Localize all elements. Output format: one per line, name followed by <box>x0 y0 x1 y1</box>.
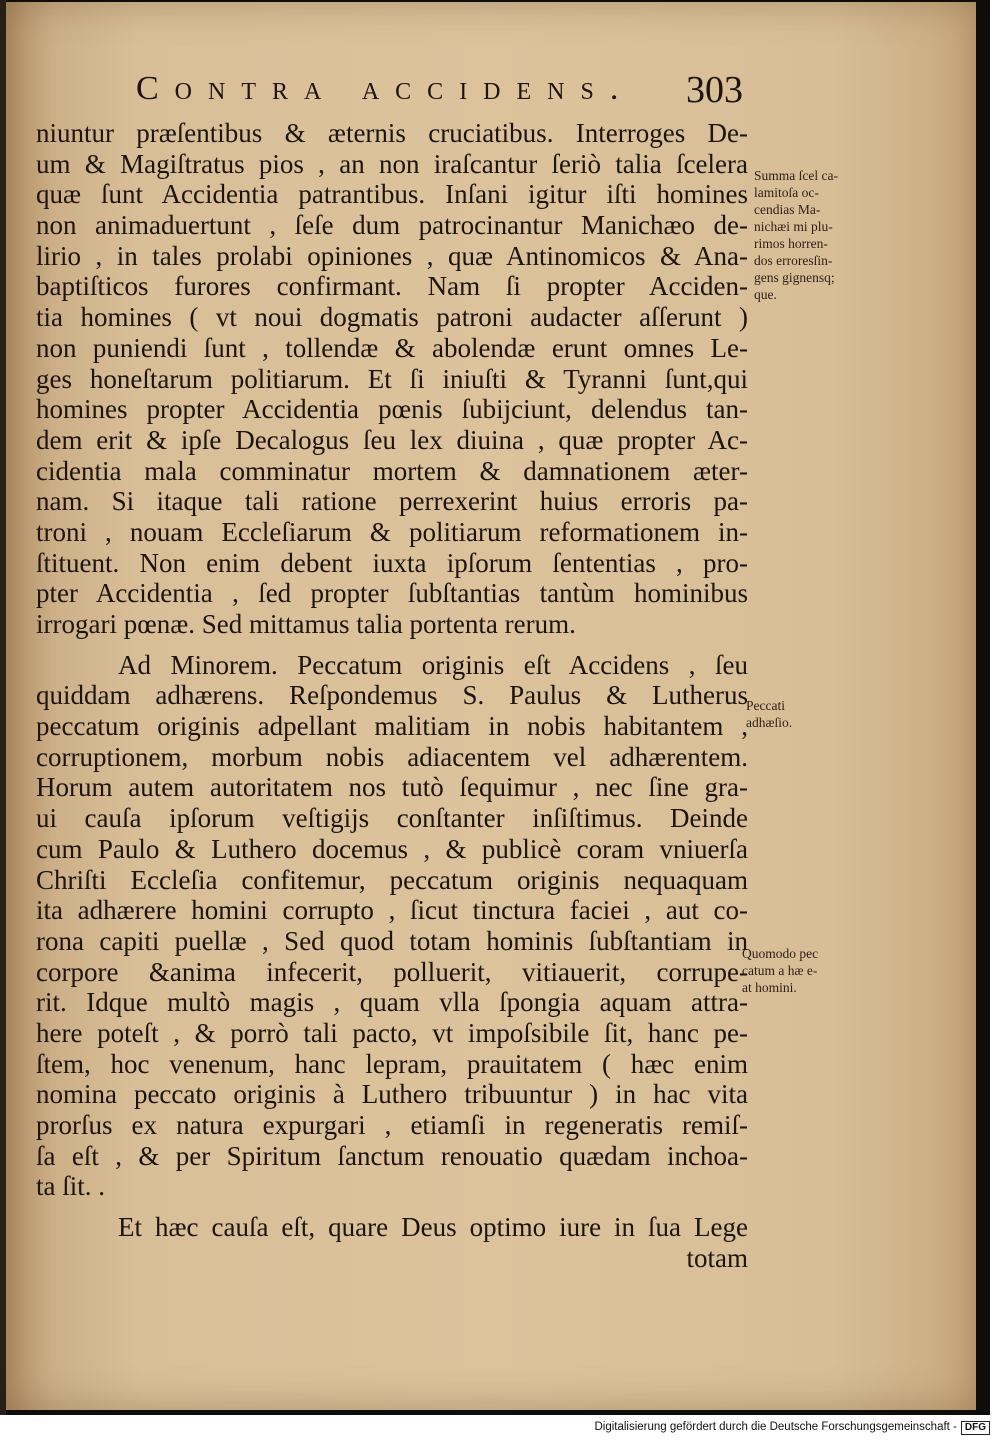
dfg-logo: DFG <box>961 1421 990 1435</box>
page-number: 303 <box>686 69 743 111</box>
text-line: niuntur præſentibus & æternis cruciatibus. Interroges De- <box>36 118 748 148</box>
text-line: um & Magiſtratus pios , an non iraſcantur ſeriò talia ſcelera <box>36 148 748 179</box>
text-line: ui cauſa ipſorum veſtigijs conſtanter inſiſtimus. Deinde <box>36 803 748 834</box>
running-head: Contra accidens. <box>136 70 635 107</box>
paragraph-1 <box>36 118 748 640</box>
paragraph-2 <box>36 650 748 1202</box>
text-line: rit. Idque multò magis , quam vlla ſpongia aquam attra- <box>36 987 748 1018</box>
text-line: Et hæc cauſa eſt, quare Deus optimo iure in ſua Lege <box>118 1212 748 1243</box>
text-line: ges honeſtarum politiarum. Et ſi iniuſti & Tyranni ſunt,qui <box>36 363 748 394</box>
text-line: ſtem, hoc venenum, hanc lepram, prauitatem ( hæc enim <box>36 1048 748 1079</box>
text-line: ta ſit. . <box>36 1171 105 1202</box>
margin-note-3: Quomodo pec catum a hæ e- at homini. <box>742 946 819 995</box>
text-line: cidentia mala comminatur mortem & damnationem æter- <box>36 455 748 486</box>
margin-note-2: Peccati adhæſio. <box>746 698 793 730</box>
text-line: here poteſt , & porrò tali pacto, vt impoſsibile ſit, hanc pe- <box>36 1017 748 1048</box>
text-line: pter Accidentia , ſed propter ſubſtantias tantùm hominibus <box>36 578 748 609</box>
text-line: dem erit & ipſe Decalogus ſeu lex diuina , quæ propter Ac- <box>36 424 748 455</box>
text-line: Chriſti Eccleſia confitemur, peccatum originis nequaquam <box>36 864 748 895</box>
text-line: Ad Minorem. Peccatum originis eſt Accidens , ſeu <box>118 649 748 680</box>
text-line: non puniendi ſunt , tollendæ & abolendæ erunt omnes Le- <box>36 332 748 363</box>
text-line: prorſus ex natura expurgari , etiamſi in regeneratis remiſ- <box>36 1110 748 1140</box>
text-line: corruptionem, morbum nobis adiacentem vel adhærentem. <box>36 741 748 772</box>
text-line: quiddam adhærens. Reſpondemus S. Paulus & Lutherus <box>36 680 748 711</box>
text-line: corpore &anima infecerit, polluerit, vitiauerit, corrupe- <box>36 956 748 987</box>
footer-text: Digitalisierung gefördert durch die Deutsche Forschungsgemeinschaft - <box>594 1421 957 1433</box>
text-line: quæ ſunt Accidentia patrantibus. Inſani igitur iſti homines <box>36 179 748 210</box>
text-line: rona capiti puellæ , Sed quod totam hominis ſubſtantiam in <box>36 925 748 956</box>
main-text-block <box>36 118 748 1273</box>
text-line: peccatum originis adpellant malitiam in nobis habitantem , <box>36 711 748 742</box>
funding-footer <box>594 1421 990 1435</box>
text-line: troni , nouam Eccleſiarum & politiarum reformationem in- <box>36 516 748 547</box>
margin-note-1: Summa ſcel ca- lamitoſa oc- cendias Ma- nichæi mi plu- rimos horren- dos erroresſin- gens gignensq; que. <box>754 168 838 302</box>
text-line: lirio , in tales prolabi opiniones , quæ Antinomicos & Ana- <box>36 240 748 271</box>
catchword: totam <box>686 1242 748 1273</box>
text-line: nomina peccato originis à Luthero tribuuntur ) in hac vita <box>36 1079 748 1110</box>
paragraph-3 <box>36 1212 748 1273</box>
text-line: baptiſticos furores confirmant. Nam ſi propter Acciden- <box>36 271 748 302</box>
text-line: irrogari pœnæ. Sed mittamus talia portenta rerum. <box>36 609 576 639</box>
text-line: homines propter Accidentia pœnis ſubijciunt, delendus tan- <box>36 394 748 425</box>
book-page <box>6 2 976 1410</box>
text-line: cum Paulo & Luthero docemus , & publicè coram vniuerſa <box>36 833 748 864</box>
text-line: Horum autem autoritatem nos tutò ſequimur , nec ſine gra- <box>36 772 748 803</box>
text-line: tia homines ( vt noui dogmatis patroni audacter aſſerunt ) <box>36 302 748 333</box>
text-line: ſa eſt , & per Spiritum ſanctum renouatio quædam inchoa- <box>36 1140 748 1171</box>
text-line: non animaduertunt , ſeſe dum patrocinantur Manichæo de- <box>36 210 748 241</box>
text-line: nam. Si itaque tali ratione perrexerint huius erroris pa- <box>36 486 748 517</box>
text-line: ita adhærere homini corrupto , ſicut tinctura faciei , aut co- <box>36 895 748 926</box>
text-line: ſtituent. Non enim debent iuxta ipſorum ſententias , pro- <box>36 547 748 578</box>
